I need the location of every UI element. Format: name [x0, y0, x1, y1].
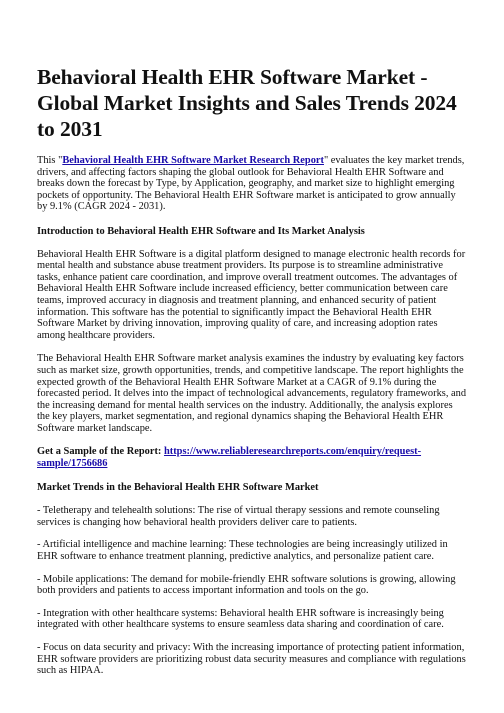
- trend-item: - Mobile applications: The demand for mobile-friendly EHR software solutions is growing, allowing both providers and patients to access important information and tools on the go.: [37, 573, 456, 597]
- sample-request-line: [37, 446, 467, 469]
- trend-item: - Integration with other healthcare systems: Behavioral health EHR software is increasingly being integrated with other healthcare systems to ensure seamless data sharing and coordination of care.: [37, 607, 444, 631]
- trend-item: - Focus on data security and privacy: With the increasing importance of protecting patient information, EHR software providers are prioritizing robust data security measures and compliance with regulations such as HIPAA.: [37, 642, 466, 677]
- sample-request-link[interactable]: https://www.reliableresearchreports.com/enquiry/request-sample/1756686: [37, 446, 422, 470]
- intro-paragraph: [37, 155, 467, 213]
- section-heading-introduction: Introduction to Behavioral Health EHR Software and Its Market Analysis: [37, 225, 365, 237]
- intro-text-after-link: " evaluates the key market trends, drivers, and affecting factors shaping the global outlook for Behavioral Health EHR Software and breaks down the forecast by Type, by Application, geography, and market size to highlight emerging pockets of opportunity. The Behavioral Health EHR Software market is anticipated to grow annually by 9.1% (CAGR 2024 - 2031).: [37, 155, 465, 213]
- introduction-paragraph-2: The Behavioral Health EHR Software market analysis examines the industry by evaluating key factors such as market size, growth opportunities, trends, and competitive landscape. The report highlights the expected growth of the Behavioral Health EHR Software Market at a CAGR of 9.1% during the forecasted period. It delves into the impact of technological advancements, regulatory frameworks, and the increasing demand for mental health services on the industry. Additionally, the analysis explores the key players, market segmentation, and regional dynamics shaping the Behavioral Health EHR Software market landscape.: [37, 353, 467, 434]
- section-heading-market-trends: Market Trends in the Behavioral Health EHR Software Market: [37, 481, 319, 493]
- report-link[interactable]: Behavioral Health EHR Software Market Research Report: [62, 155, 324, 166]
- trend-item: - Artificial intelligence and machine learning: These technologies are being increasingly utilized in EHR software to enhance treatment planning, predictive analytics, and personalize patient care.: [37, 539, 448, 563]
- document-title: Behavioral Health EHR Software Market - Global Market Insights and Sales Trends 2024 to 2031: [37, 65, 457, 141]
- introduction-paragraph-1: Behavioral Health EHR Software is a digital platform designed to manage electronic health records for mental health and substance abuse treatment providers. Its purpose is to streamline administrative tasks, enhance patient care coordination, and improve overall treatment outcomes. The advantages of Behavioral Health EHR Software include increased efficiency, better communication between care teams, improved accuracy in diagnosis and treatment planning, and enhanced security of patient information. This software has the potential to significantly impact the Behavioral Health EHR Software Market by driving innovation, improving quality of care, and increasing adoption rates among healthcare providers.: [37, 248, 466, 341]
- intro-text-before-link: This ": [37, 155, 63, 166]
- sample-label: Get a Sample of the Report:: [37, 446, 164, 458]
- trend-item: - Teletherapy and telehealth solutions: The rise of virtual therapy sessions and remote counseling services is changing how behavioral health providers deliver care to patients.: [37, 505, 440, 528]
